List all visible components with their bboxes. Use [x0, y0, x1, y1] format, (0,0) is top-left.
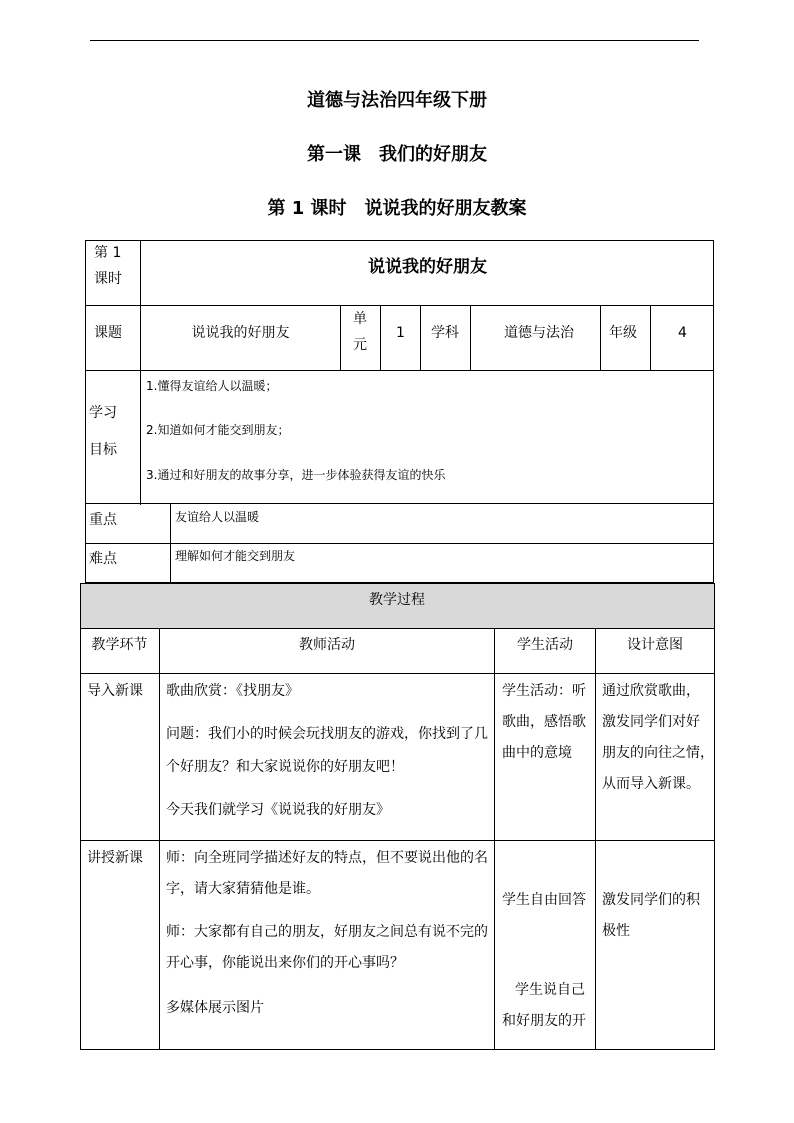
unit-value: 1: [396, 325, 405, 341]
teacher-line: 今天我们就学习《说说我的好朋友》: [166, 802, 390, 818]
header-rule: [90, 40, 699, 41]
student-line: 学生说自己: [515, 982, 585, 998]
topic-label: 课题: [94, 325, 122, 341]
student-line: 学生活动：听: [502, 683, 586, 699]
intent-line: 朋友的向往之情，: [602, 745, 714, 761]
unit-label-1: 单: [353, 311, 367, 327]
teacher-line: 字，请大家猜猜他是谁。: [166, 881, 320, 897]
intent-line: 激发同学们的积: [602, 892, 700, 908]
subject-value: 道德与法治: [504, 325, 574, 341]
key-value: 友谊给人以温暖: [175, 510, 260, 524]
goals-label-1: 学习: [89, 405, 117, 421]
col-header-intent: 设计意图: [627, 637, 683, 653]
teacher-line: 多媒体展示图片: [166, 1000, 264, 1016]
goal-item: 2.知道如何才能交到朋友；: [146, 423, 290, 437]
process-section-title: 教学过程: [369, 592, 425, 608]
intent-line: 从而导入新课。: [602, 776, 700, 792]
grade-label: 年级: [609, 325, 637, 341]
subject-label: 学科: [431, 325, 459, 341]
grade-value: 4: [678, 325, 687, 341]
student-line: 和好朋友的开: [502, 1013, 586, 1029]
plan-title: 第 1 课时 说说我的好朋友教案: [267, 198, 527, 219]
lesson-label-2: 课时: [94, 271, 122, 287]
difficult-label: 难点: [89, 551, 117, 567]
col-header-phase: 教学环节: [91, 637, 148, 653]
teacher-line: 开心事，你能说出来你们的开心事吗？: [166, 955, 404, 971]
key-label: 重点: [89, 512, 117, 528]
lesson-title: 第一课 我们的好朋友: [307, 144, 487, 165]
teacher-line: 问题：我们小的时候会玩找朋友的游戏，你找到了几: [166, 726, 488, 742]
intent-line: 激发同学们对好: [602, 714, 700, 730]
difficult-value: 理解如何才能交到朋友: [175, 549, 296, 563]
book-title: 道德与法治四年级下册: [307, 90, 487, 111]
lesson-label-1: 第 1: [94, 245, 122, 261]
topic-value: 说说我的好朋友: [191, 325, 290, 341]
goal-item: 1.懂得友谊给人以温暖；: [146, 379, 278, 393]
col-header-teacher: 教师活动: [299, 637, 355, 653]
goal-item: 3.通过和好朋友的故事分享，进一步体验获得友谊的快乐: [146, 468, 446, 482]
intent-line: 通过欣赏歌曲，: [602, 683, 700, 699]
student-line: 曲中的意境: [502, 745, 572, 761]
goals-label-2: 目标: [89, 442, 117, 458]
intent-line: 极性: [602, 923, 630, 939]
student-line: 歌曲，感悟歌: [502, 714, 586, 730]
student-line: 学生自由回答: [502, 892, 586, 908]
phase-intro: 导入新课: [87, 683, 143, 699]
info-table: [85, 240, 714, 583]
teacher-line: 师：大家都有自己的朋友，好朋友之间总有说不完的: [166, 924, 488, 940]
col-header-student: 学生活动: [517, 637, 573, 653]
unit-label-2: 元: [353, 337, 367, 353]
teacher-line: 师：向全班同学描述好友的特点，但不要说出他的名: [166, 850, 488, 866]
phase-new: 讲授新课: [87, 850, 143, 866]
lesson-heading: 说说我的好朋友: [368, 257, 487, 277]
teacher-line: 歌曲欣赏：《找朋友》: [166, 683, 299, 699]
teacher-line: 个好朋友？和大家说说你的好朋友吧！: [166, 759, 404, 775]
